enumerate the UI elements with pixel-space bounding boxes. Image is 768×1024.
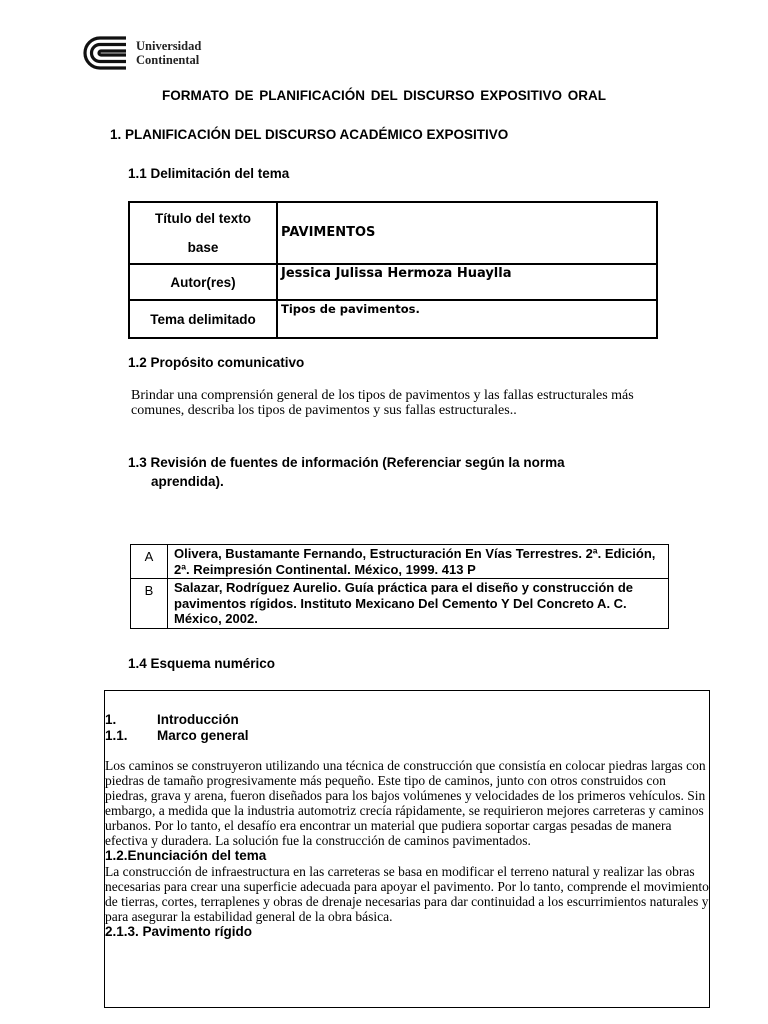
author-label: Autor(res)	[129, 264, 277, 300]
section-1-1-heading: 1.1 Delimitación del tema	[128, 166, 290, 181]
outline-label: Marco general	[157, 728, 249, 743]
rigid-pavement-heading: 2.1.3. Pavimento rígido	[105, 924, 253, 939]
title-label-cell	[129, 202, 277, 264]
section-1-3-heading-cont: aprendida).	[151, 474, 224, 489]
topic-table	[128, 201, 658, 339]
ref-letter: B	[131, 579, 168, 629]
title-value: PAVIMENTOS	[277, 202, 657, 264]
outline-box	[104, 690, 710, 1008]
ref-text: Olivera, Bustamante Fernando, Estructuración En Vías Terrestres. 2ª. Edición, 2ª. Reimpresión Continental. México, 1999. 413 P	[168, 545, 669, 579]
title-label-line-2: base	[187, 240, 219, 255]
topic-label: Tema delimitado	[129, 300, 277, 338]
document-title: FORMATO DE PLANIFICACIÓN DEL DISCURSO EXPOSITIVO ORAL	[161, 88, 607, 103]
section-1-heading: 1. PLANIFICACIÓN DEL DISCURSO ACADÉMICO EXPOSITIVO	[110, 127, 509, 142]
ref-text: Salazar, Rodríguez Aurelio. Guía práctica para el diseño y construcción de pavimentos rígidos. Instituto Mexicano Del Cemento Y Del Concreto A. C. México, 2002.	[168, 579, 669, 629]
section-1-4-heading: 1.4 Esquema numérico	[128, 656, 276, 671]
ref-letter: A	[131, 545, 168, 579]
outline-number: 1.	[105, 712, 117, 727]
marco-text: Los caminos se construyeron utilizando una técnica de construcción que consistía en colocar piedras largas con piedras de tamaño progresivamente más pequeño. Este tipo de caminos, junto con otros construidos con piedras, grava y arena, fueron diseñados para los bajos volúmenes y velocidades de los primeros vehículos. Sin embargo, a medida que la industria automotriz crecía rápidamente, se requirieron mejores carreteras y caminos urbanos. Por lo tanto, el desafío era encontrar un material que pudiera soportar cargas pesadas de manera efectiva y duradera. La solución fue la construcción de caminos pavimentados.	[105, 758, 706, 848]
section-1-3-heading: 1.3 Revisión de fuentes de información (Referenciar según la norma	[128, 455, 565, 470]
table-row	[129, 264, 657, 300]
logo-line-1: Universidad	[136, 39, 202, 53]
section-1-2-heading: 1.2 Propósito comunicativo	[128, 355, 305, 370]
outline-intro	[105, 712, 709, 728]
title-label-line-1: Título del texto	[155, 211, 251, 226]
table-row	[129, 202, 657, 264]
outline-label: Introducción	[157, 712, 239, 727]
table-row	[131, 545, 669, 579]
university-logo-icon	[80, 34, 128, 72]
university-logo	[80, 34, 201, 72]
references-table	[130, 544, 669, 629]
outline-marco	[105, 728, 709, 744]
enunciation-heading: 1.2.Enunciación del tema	[105, 848, 267, 863]
table-row	[129, 300, 657, 338]
topic-value: Tipos de pavimentos.	[277, 300, 657, 338]
logo-text	[136, 39, 201, 67]
logo-line-2: Continental	[136, 53, 200, 67]
outline-number: 1.1.	[105, 728, 128, 743]
enunciation-text: La construcción de infraestructura en las carreteras se basa en modificar el terreno natural y realizar las obras necesarias para crear una superficie adecuada para apoyar el pavimento. Por lo tanto, comprende el movimiento de tierras, cortes, terraplenes y obras de drenaje necesarias para dar continuidad a los escurrimientos naturales y para asegurar la estabilidad general de la obra básica.	[105, 864, 709, 924]
purpose-text: Brindar una comprensión general de los tipos de pavimentos y las fallas estructurales más comunes, describa los tipos de pavimentos y sus fallas estructurales..	[131, 388, 634, 418]
author-value: Jessica Julissa Hermoza Huaylla	[277, 264, 657, 300]
table-row	[131, 579, 669, 629]
